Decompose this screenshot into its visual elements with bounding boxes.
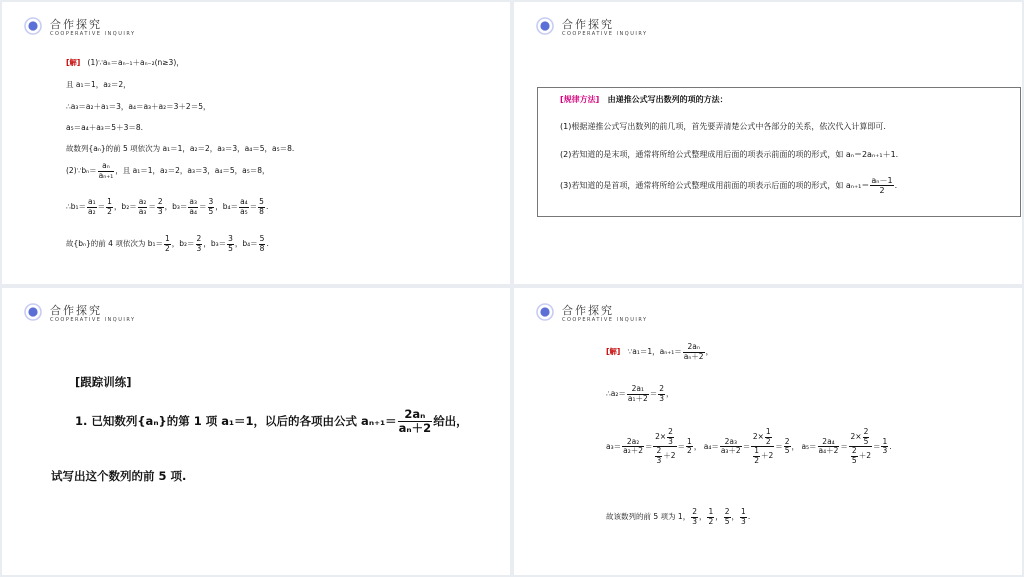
fraction bbox=[627, 385, 649, 403]
text: 由递推公式写出数列的项的方法： bbox=[607, 95, 728, 104]
text: ， bbox=[715, 512, 723, 522]
fraction bbox=[655, 447, 662, 465]
text: ＝ bbox=[840, 441, 848, 451]
text: ，b₄＝ bbox=[215, 202, 239, 212]
numerator: 2 bbox=[863, 427, 869, 436]
circle-logo-icon bbox=[536, 17, 554, 35]
solution-tag: [解] bbox=[66, 58, 81, 67]
denominator: aₙ＋2 bbox=[683, 351, 704, 361]
denominator: a₅ bbox=[240, 206, 248, 216]
numerator: 2 bbox=[784, 436, 790, 446]
numerator: 2aₙ bbox=[398, 408, 433, 422]
text: ＝ bbox=[148, 202, 156, 212]
fraction bbox=[881, 438, 888, 456]
exercise-question-line-2: 试写出这个数列的前 5 项. bbox=[51, 469, 187, 483]
text: (3)若知道的是首项，通常将所给公式整理成用前面的项表示后面的项的形式，如 aₙ₊₁＝ bbox=[560, 181, 870, 191]
text: ， bbox=[731, 512, 740, 522]
denominator: 3 bbox=[692, 516, 697, 526]
denominator: aₙ＋2 bbox=[398, 421, 432, 436]
header-title: 合作探究 bbox=[562, 18, 614, 31]
numerator: 2a₃ bbox=[720, 438, 742, 448]
solution-line-4 bbox=[606, 508, 750, 526]
numerator: aₙ bbox=[98, 162, 115, 172]
numerator bbox=[751, 428, 774, 447]
method-item-3 bbox=[560, 176, 897, 195]
text: ，b₃＝ bbox=[164, 202, 188, 212]
header-title: 合作探究 bbox=[50, 18, 102, 31]
text: ， bbox=[705, 347, 714, 357]
denominator: 8 bbox=[259, 206, 264, 216]
solution-line-8 bbox=[66, 235, 269, 253]
denominator: 3 bbox=[668, 436, 673, 446]
method-item-2: (2)若知道的是末项，通常将所给公式整理成用后面的项表示前面的项的形式，如 aₙ＝2aₙ₊₁＋1. bbox=[560, 150, 899, 159]
text: ＝ bbox=[775, 441, 783, 451]
text: (1)∵aₙ＝aₙ₋₁＋aₙ₋₂(n≥3)， bbox=[87, 58, 184, 67]
slide-exercise-solution[interactable] bbox=[514, 288, 1022, 575]
fraction bbox=[258, 198, 265, 216]
numerator: 2aₙ bbox=[683, 343, 705, 353]
fraction bbox=[870, 176, 893, 195]
text: ∵a₁＝1，aₙ₊₁＝ bbox=[627, 347, 682, 357]
fraction bbox=[707, 508, 714, 526]
fraction bbox=[227, 235, 234, 253]
solution-line-3: ∴a₃＝a₂＋a₁＝3，a₄＝a₃＋a₂＝3＋2＝5， bbox=[66, 102, 211, 111]
method-title bbox=[560, 94, 728, 105]
slide-method-summary[interactable] bbox=[514, 2, 1022, 284]
fraction bbox=[398, 408, 433, 435]
fraction bbox=[239, 198, 249, 216]
numerator: 2a₁ bbox=[627, 385, 649, 395]
numerator: a₃ bbox=[189, 197, 197, 206]
text: ＝ bbox=[677, 441, 686, 451]
text: ＋2 bbox=[663, 451, 676, 461]
numerator bbox=[849, 428, 872, 447]
fraction bbox=[188, 198, 198, 216]
denominator: 2 bbox=[879, 186, 885, 196]
denominator: a₃ bbox=[138, 206, 147, 216]
fraction bbox=[691, 508, 698, 526]
header-title: 合作探究 bbox=[50, 304, 102, 317]
solution-line-7 bbox=[66, 198, 268, 216]
numerator: 2 bbox=[157, 197, 163, 206]
header-title: 合作探究 bbox=[562, 304, 614, 317]
text: ，b₂＝ bbox=[171, 239, 195, 249]
text: ∴b₁＝ bbox=[66, 202, 87, 212]
text: ， bbox=[698, 512, 707, 522]
text: ＝ bbox=[644, 441, 653, 451]
numerator: 1 bbox=[107, 197, 112, 206]
numerator: 2 bbox=[659, 384, 665, 393]
text: ＋2 bbox=[760, 451, 774, 461]
text: ， bbox=[666, 389, 674, 399]
text: 故该数列的前 5 项为 1， bbox=[606, 512, 691, 522]
denominator: a₃＋2 bbox=[720, 446, 741, 456]
denominator: 3 bbox=[196, 243, 202, 253]
denominator: 5 bbox=[863, 436, 869, 446]
fraction bbox=[683, 343, 705, 361]
denominator: aₙ₊₁ bbox=[98, 170, 114, 180]
text: a₃＝ bbox=[606, 441, 622, 451]
denominator: a₂ bbox=[88, 206, 96, 216]
text: . bbox=[894, 181, 898, 191]
text: 给出， bbox=[433, 414, 468, 429]
numerator: 2a₂ bbox=[622, 438, 644, 448]
fraction bbox=[720, 438, 742, 456]
numerator: 2 bbox=[692, 507, 697, 516]
slide-exercise[interactable] bbox=[2, 288, 510, 575]
numerator: 1 bbox=[687, 436, 692, 446]
numerator: 2 bbox=[656, 446, 662, 456]
denominator: 2 bbox=[107, 206, 112, 216]
fraction bbox=[818, 438, 840, 456]
solution-line-1 bbox=[606, 343, 713, 361]
denominator: a₄ bbox=[189, 206, 197, 216]
denominator: 2 bbox=[754, 455, 759, 465]
denominator: 2 bbox=[708, 516, 714, 526]
numerator: 2 bbox=[724, 507, 730, 516]
header-subtitle: COOPERATIVE INQUIRY bbox=[562, 31, 648, 37]
exercise-question-line-1 bbox=[75, 408, 468, 435]
fraction bbox=[724, 508, 731, 526]
numerator: 1 bbox=[164, 234, 170, 243]
text: . bbox=[265, 202, 269, 212]
solution-line-2: 且 a₁＝1，a₂＝2， bbox=[66, 80, 131, 89]
numerator: 1 bbox=[882, 436, 888, 446]
fraction bbox=[164, 235, 171, 253]
complex-fraction bbox=[653, 428, 676, 466]
fraction bbox=[87, 198, 97, 216]
fraction bbox=[157, 198, 164, 216]
denominator: 3 bbox=[741, 516, 746, 526]
solution-line-2 bbox=[606, 385, 674, 403]
numerator: 2 bbox=[196, 234, 202, 243]
numerator: 5 bbox=[259, 234, 265, 243]
text: 2× bbox=[850, 432, 862, 442]
numerator: aₙ－1 bbox=[871, 176, 893, 185]
slide-solution-1[interactable] bbox=[2, 2, 510, 284]
text: ，b₂＝ bbox=[113, 202, 137, 212]
header-subtitle: COOPERATIVE INQUIRY bbox=[50, 31, 136, 37]
numerator: 3 bbox=[228, 234, 233, 243]
text: ＝ bbox=[199, 202, 207, 212]
numerator: 2a₄ bbox=[818, 438, 840, 448]
circle-logo-icon bbox=[24, 17, 42, 35]
fraction bbox=[196, 235, 203, 253]
denominator: 5 bbox=[784, 446, 790, 456]
text: ，b₃＝ bbox=[203, 239, 227, 249]
solution-line-6 bbox=[66, 162, 269, 180]
numerator: 3 bbox=[208, 197, 214, 206]
denominator: a₂＋2 bbox=[623, 446, 643, 456]
denominator: 2 bbox=[765, 436, 771, 446]
fraction bbox=[622, 438, 644, 456]
denominator: a₄＋2 bbox=[818, 446, 839, 456]
fraction bbox=[765, 428, 772, 446]
denominator: a₁＋2 bbox=[627, 393, 648, 403]
text: . bbox=[266, 239, 269, 249]
numerator: 1 bbox=[754, 446, 759, 456]
denominator: 3 bbox=[157, 206, 163, 216]
fraction bbox=[851, 447, 858, 465]
circle-logo-icon bbox=[536, 303, 554, 321]
text: ， bbox=[791, 441, 800, 451]
numerator: 2 bbox=[851, 446, 857, 456]
complex-fraction bbox=[849, 428, 872, 466]
fraction bbox=[686, 438, 693, 456]
denominator: 3 bbox=[882, 446, 888, 456]
exercise-heading: [跟踪训练] bbox=[75, 375, 132, 389]
denominator: 2 bbox=[687, 446, 692, 456]
fraction bbox=[259, 234, 269, 253]
text: ＝ bbox=[872, 441, 881, 451]
denominator bbox=[751, 447, 774, 465]
text: ＋2 bbox=[858, 451, 871, 461]
fraction bbox=[740, 508, 747, 526]
text: a₅＝ bbox=[801, 441, 817, 451]
solution-line-5: 故数列{aₙ}的前 5 项依次为 a₁＝1，a₂＝2，a₃＝3，a₄＝5，a₅＝8. bbox=[66, 144, 295, 153]
text: 2× bbox=[655, 432, 667, 442]
solution-line-4: a₅＝a₄＋a₃＝5＋3＝8. bbox=[66, 123, 144, 132]
fraction bbox=[863, 428, 870, 446]
text: 故{bₙ}的前 4 项依次为 b₁＝ bbox=[66, 239, 163, 249]
denominator: 5 bbox=[228, 243, 233, 253]
numerator: a₁ bbox=[88, 197, 96, 206]
denominator: 2 bbox=[164, 243, 170, 253]
numerator: 2 bbox=[668, 427, 673, 436]
text: 2× bbox=[752, 432, 764, 442]
numerator: 5 bbox=[259, 197, 264, 206]
numerator: a₄ bbox=[240, 197, 248, 206]
numerator: a₂ bbox=[138, 197, 147, 206]
circle-logo-icon bbox=[24, 303, 42, 321]
text: ， bbox=[693, 441, 702, 451]
solution-tag: [解] bbox=[606, 347, 621, 357]
numerator bbox=[653, 428, 676, 447]
denominator: 3 bbox=[656, 455, 662, 465]
text: ＝ bbox=[97, 202, 106, 212]
fraction bbox=[138, 198, 148, 216]
denominator: 5 bbox=[724, 516, 730, 526]
denominator: 8 bbox=[259, 243, 265, 253]
text: 1. 已知数列{aₙ}的第 1 项 a₁＝1，以后的各项由公式 aₙ₊₁＝ bbox=[75, 414, 397, 429]
numerator: 1 bbox=[708, 507, 714, 516]
header-subtitle: COOPERATIVE INQUIRY bbox=[562, 317, 648, 323]
fraction bbox=[106, 198, 113, 216]
text: ＝ bbox=[249, 202, 258, 212]
header-subtitle: COOPERATIVE INQUIRY bbox=[50, 317, 136, 323]
text: ∴a₂＝ bbox=[606, 389, 626, 399]
fraction bbox=[658, 385, 665, 403]
text: a₄＝ bbox=[703, 441, 719, 451]
fraction bbox=[667, 428, 674, 446]
method-tag: [规律方法] bbox=[560, 95, 600, 104]
denominator bbox=[849, 447, 872, 465]
text: (2)∵bₙ＝ bbox=[66, 166, 97, 176]
text: . bbox=[747, 512, 751, 522]
solution-line-1 bbox=[66, 57, 184, 68]
fraction bbox=[98, 162, 115, 180]
denominator: 5 bbox=[208, 206, 214, 216]
text: ＝ bbox=[742, 441, 751, 451]
denominator: 3 bbox=[659, 393, 665, 403]
complex-fraction bbox=[751, 428, 774, 466]
denominator: 5 bbox=[851, 455, 857, 465]
denominator bbox=[653, 447, 676, 465]
text: ，且 a₁＝1，a₂＝2，a₃＝3，a₄＝5，a₅＝8， bbox=[115, 166, 270, 176]
method-item-1: (1)根据递推公式写出数列的前几项，首先要弄清楚公式中各部分的关系，依次代入计算即可. bbox=[560, 122, 886, 131]
numerator: 1 bbox=[741, 507, 746, 516]
fraction bbox=[784, 438, 791, 456]
fraction bbox=[753, 447, 760, 465]
text: ＝ bbox=[649, 389, 658, 399]
text: . bbox=[889, 441, 892, 451]
numerator: 1 bbox=[765, 427, 771, 436]
fraction bbox=[208, 198, 215, 216]
text: ，b₄＝ bbox=[234, 239, 258, 249]
solution-line-3 bbox=[606, 428, 892, 466]
